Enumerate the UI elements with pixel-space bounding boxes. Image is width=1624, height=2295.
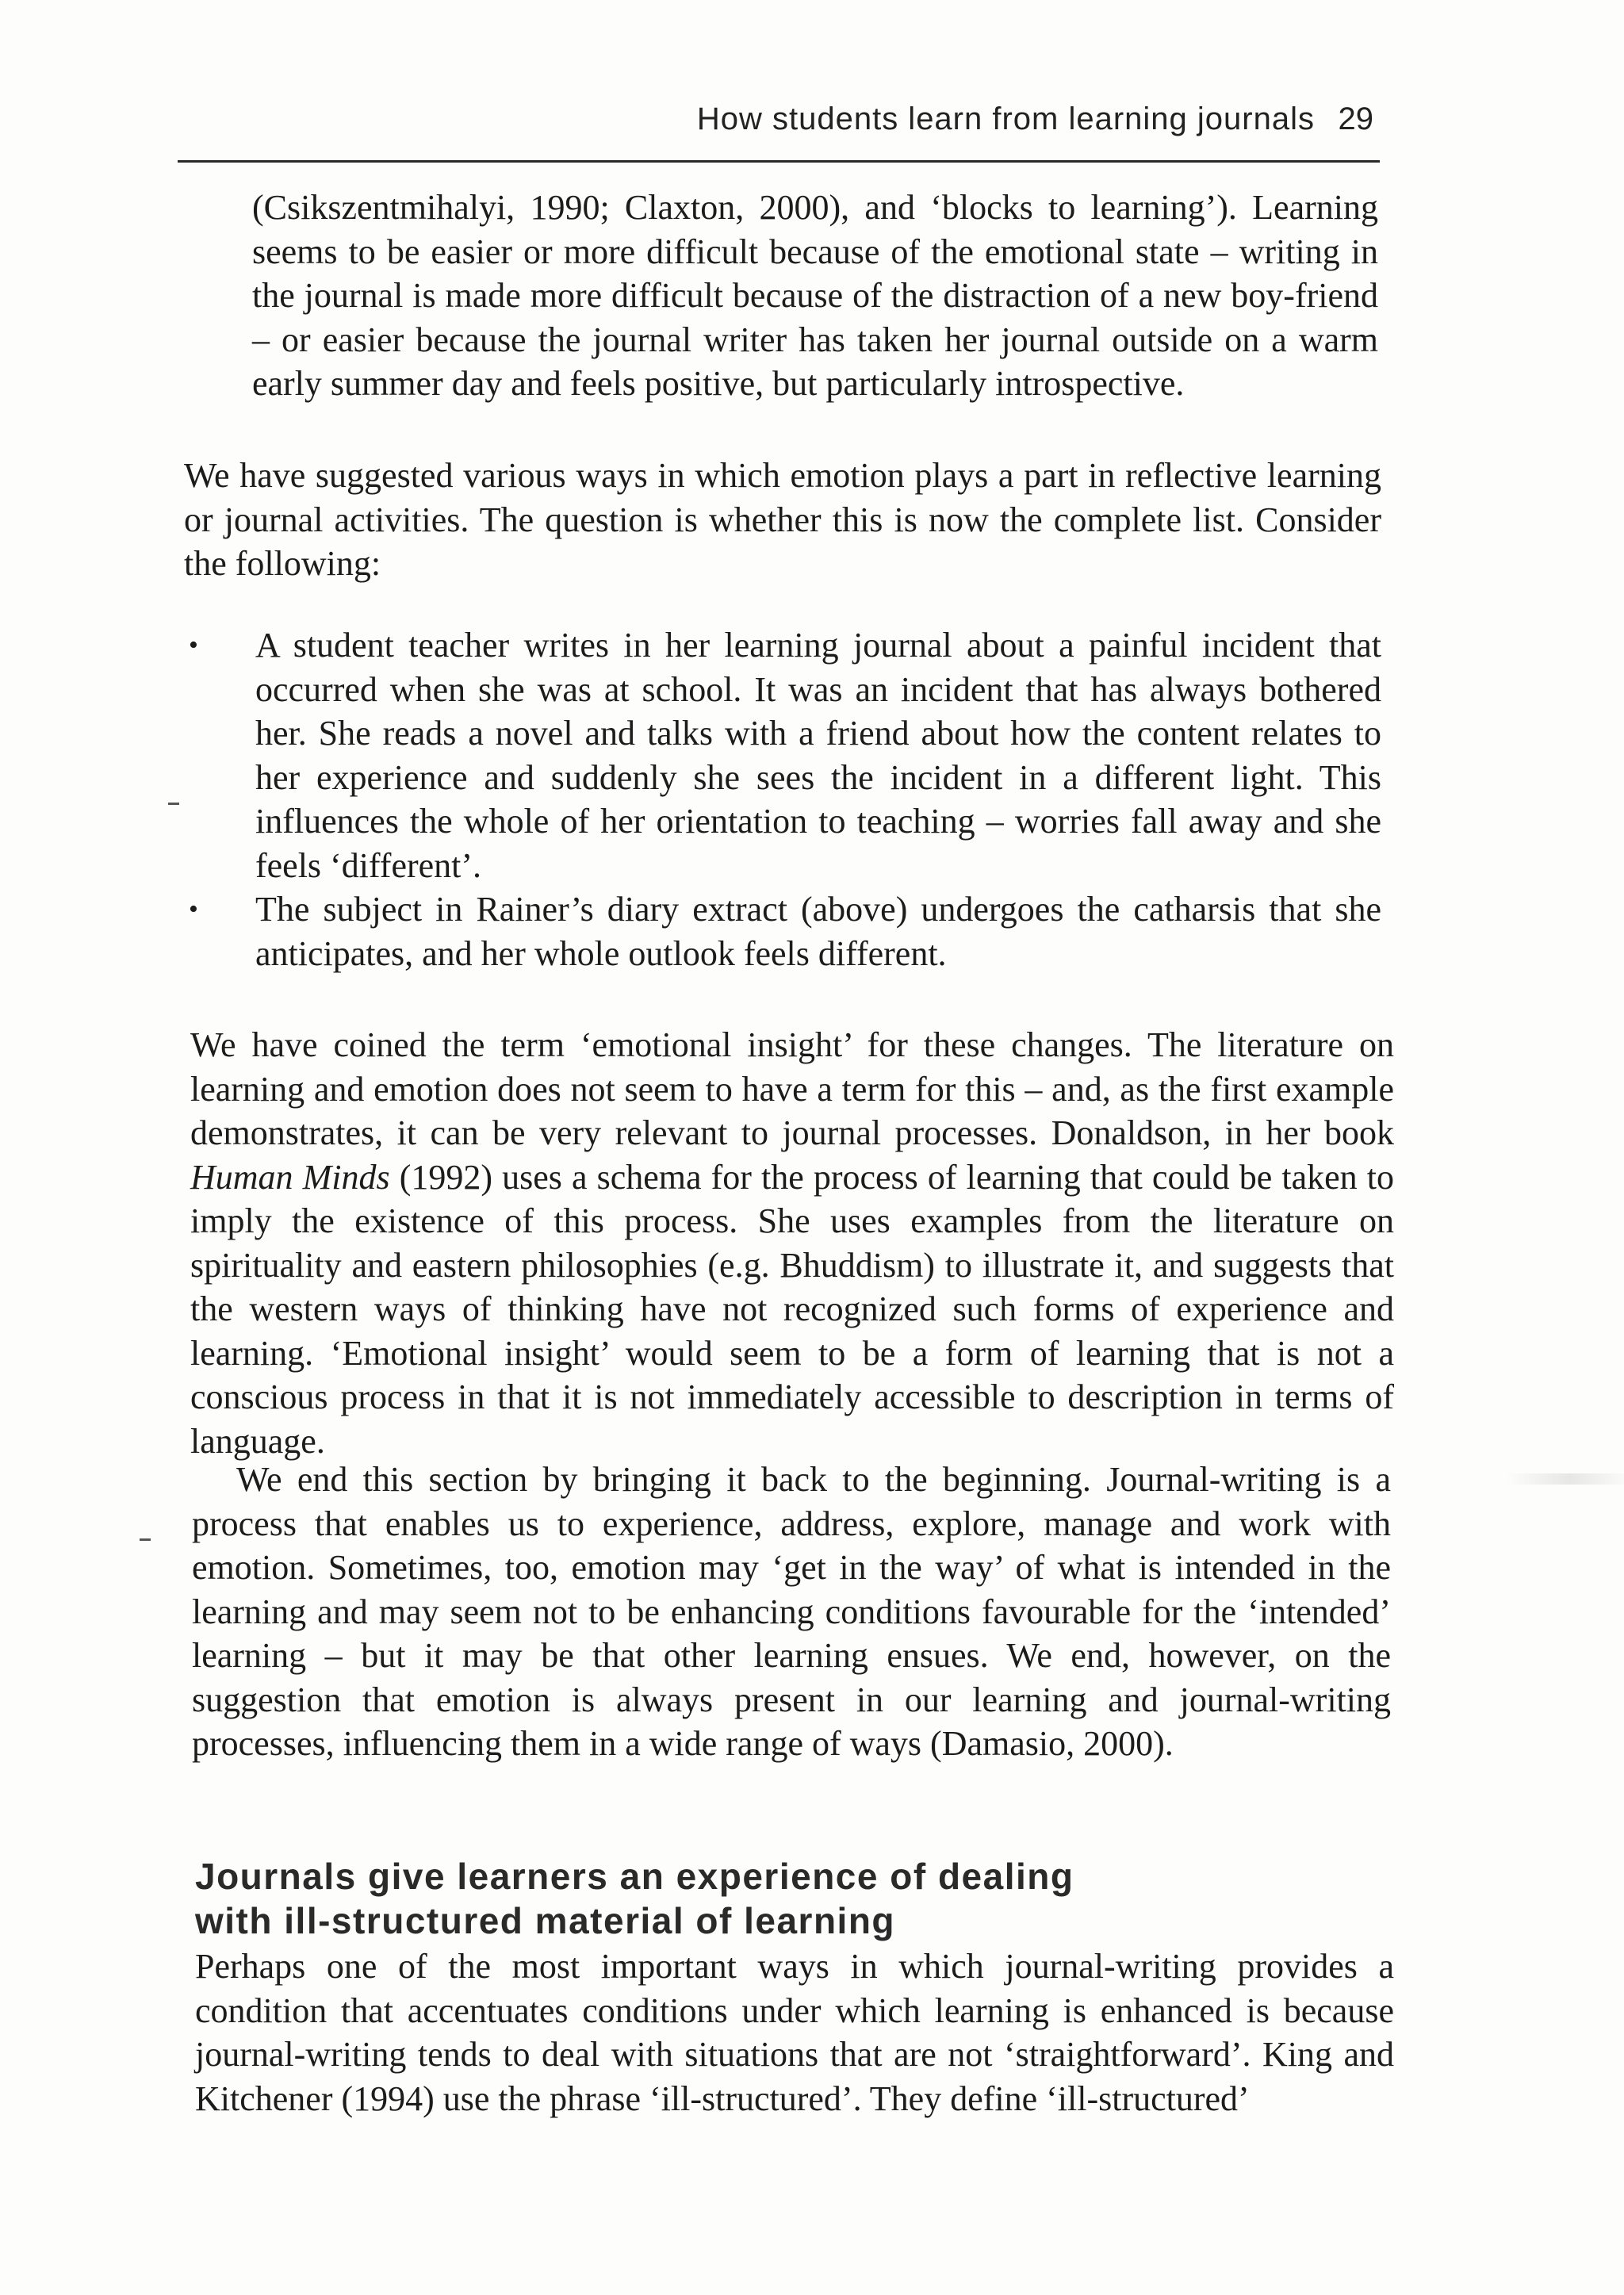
- bullet-list: [184, 623, 1381, 975]
- list-item-text: A student teacher writes in her learning journal about a painful incident that occurred when she was at school. It was an incident that has always bothered her. She reads a novel and talks with a friend about how the content relates to her experience and suddenly she sees the incident in a different light. This influences the whole of her orientation to teaching – worries fall away and she feels ‘different’.: [255, 626, 1381, 885]
- book-title: Human Minds: [190, 1157, 390, 1197]
- paragraph-emotion-list-intro: We have suggested various ways in which emotion plays a part in reflective learning or journal activities. The question is whether this is now the complete list. Consider the following:: [184, 456, 1381, 583]
- running-title: How students learn from learning journals: [696, 102, 1315, 136]
- bullet-icon: •: [189, 630, 198, 660]
- running-header: [178, 97, 1380, 163]
- section-heading-line-2: with ill-structured material of learning: [195, 1900, 896, 1942]
- section-heading: [195, 1854, 1385, 1943]
- page-number: 29: [1338, 102, 1373, 136]
- paragraph-section-end: We end this section by bringing it back to the beginning. Journal-writing is a process that enables us to experience, address, explore, manage and work with emotion. Sometimes, too, emotion may ‘get in the way’ of what is intended in the learning and may seem not to be enhancing conditions favourable for the ‘intended’ learning – but it may be that other learning ensues. We end, however, on the suggestion that emotion is always present in our learning and journal-writing processes, influencing them in a wide range of ways (Damasio, 2000).: [192, 1460, 1391, 1763]
- list-item: [184, 623, 1381, 887]
- paragraph-text: (1992) uses a schema for the process of learning that could be taken to imply the existence of this process. She uses examples from the literature on spirituality and eastern philosophies (e.g. Bhuddism) to illustrate it, and suggests that the western ways of thinking have not recognized such forms of experience and learning. ‘Emotional insight’ would seem to be a form of learning that is not a conscious process in that it is not immediately accessible to description in terms of language.: [190, 1157, 1394, 1461]
- paragraph-ill-structured: Perhaps one of the most important ways in which journal-writing provides a condition that accentuates conditions under which learning is enhanced is because journal-writing tends to deal with situations that are not ‘straightforward’. King and Kitchener (1994) use the phrase ‘ill-structured’. They define ‘ill-structured’: [195, 1947, 1394, 2118]
- paragraph-text: We have coined the term ‘emotional insight’ for these changes. The literature on learning and emotion does not seem to have a term for this – and, as the first example demonstrates, it can be very relevant to journal processes. Donaldson, in her book: [190, 1025, 1394, 1152]
- bullet-icon: •: [189, 895, 198, 924]
- list-item-text: The subject in Rainer’s diary extract (above) undergoes the catharsis that she anticipates, and her whole outlook feels different.: [255, 890, 1381, 973]
- margin-pencil-mark: [140, 1538, 151, 1541]
- scan-smudge: [1507, 1473, 1624, 1485]
- margin-pencil-mark: [168, 803, 179, 805]
- list-item: [184, 887, 1381, 975]
- section-heading-line-1: Journals give learners an experience of dealing: [195, 1856, 1074, 1898]
- block-quote: (Csikszentmihalyi, 1990; Claxton, 2000), and ‘blocks to learning’). Learning seems to be easier or more difficult because of the emotional state – writing in the journal is made more difficult because of the distraction of a new boy-friend – or easier because the journal writer has taken her journal outside on a warm early summer day and feels positive, but particularly introspective.: [252, 188, 1378, 403]
- paragraph-emotional-insight: [190, 1023, 1394, 1463]
